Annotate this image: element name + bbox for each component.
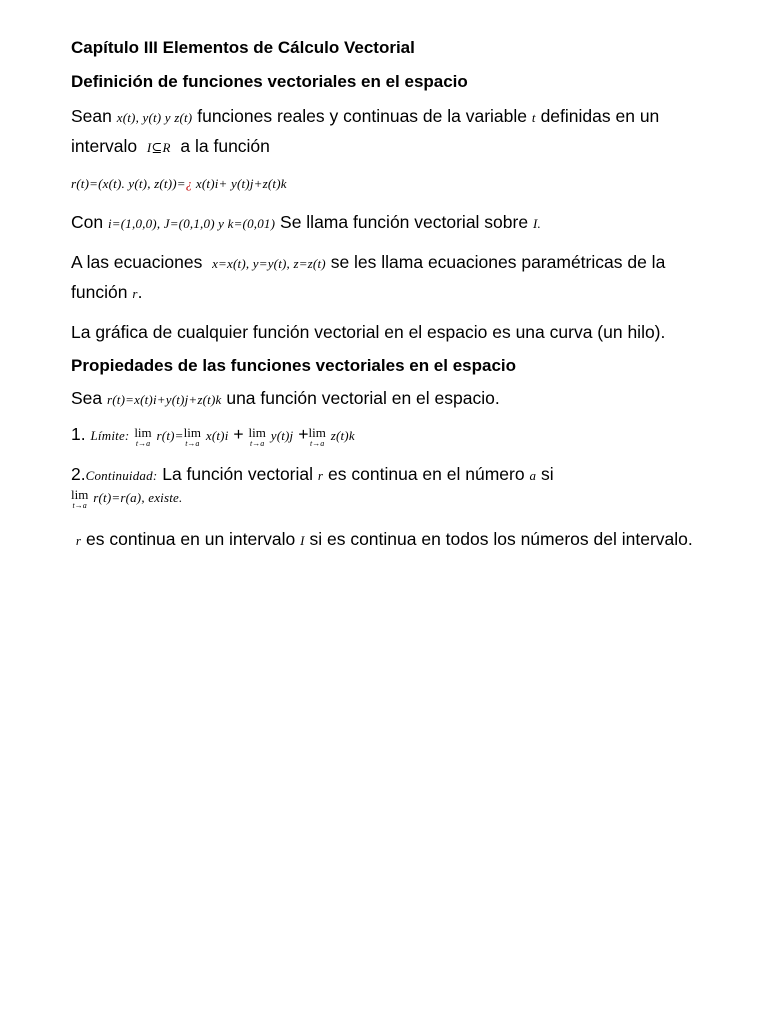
property-label: Continuidad: xyxy=(85,468,158,483)
property-label: Límite: xyxy=(90,428,130,443)
document-page xyxy=(71,38,711,555)
math-inline: x(t), y(t) y z(t) xyxy=(116,110,193,125)
paragraph-interval-continuity xyxy=(71,525,711,555)
math-inline: x=x(t), y=y(t), z=z(t) xyxy=(212,256,326,271)
math-inline: I⊆R xyxy=(146,140,171,155)
math-inline: y(t)j xyxy=(270,428,294,443)
item-number: 2. xyxy=(71,464,86,484)
paragraph-definition xyxy=(71,102,711,162)
math-formula-error-glyph: ¿ xyxy=(185,176,193,191)
text: es continua en el número xyxy=(328,464,525,484)
formula-vector-function xyxy=(71,168,711,198)
math-inline: r(t)=x(t)i+y(t)j+z(t)k xyxy=(107,392,222,407)
paragraph-sea xyxy=(71,384,711,414)
section-title-definicion: Definición de funciones vectoriales en el espacio xyxy=(71,72,468,91)
math-inline: r xyxy=(132,286,138,301)
plus-sign: + xyxy=(298,424,309,444)
limit-operator: lim t→a xyxy=(71,487,89,510)
text: funciones reales y continuas de la variable xyxy=(197,106,528,126)
paragraph-unit-vectors xyxy=(71,208,711,238)
section-title-propiedades: Propiedades de las funciones vectoriales en el espacio xyxy=(71,356,517,375)
math-inline: I xyxy=(300,533,305,548)
limit-operator: lim t→a xyxy=(183,425,201,448)
limit-operator: lim t→a xyxy=(134,425,152,448)
math-inline: a xyxy=(529,468,537,483)
limit-operator: lim t→a xyxy=(308,425,326,448)
math-formula-left: r(t)=(x(t). y(t), z(t))= xyxy=(71,176,186,191)
plus-sign: + xyxy=(233,424,244,444)
text: Sean xyxy=(71,106,112,126)
math-inline: r xyxy=(317,468,324,483)
limit-operator: lim t→a xyxy=(248,425,266,448)
text: Se llama función vectorial sobre xyxy=(280,212,529,232)
text: si es continua en todos los números del intervalo. xyxy=(309,529,693,549)
math-inline: t xyxy=(531,110,536,125)
math-inline: r(t)= xyxy=(156,428,184,443)
text: La función vectorial xyxy=(162,464,314,484)
text: una función vectorial en el espacio. xyxy=(226,388,500,408)
math-inline: I. xyxy=(532,216,541,231)
text: Con xyxy=(71,212,104,232)
text: si xyxy=(541,464,554,484)
text: A las ecuaciones xyxy=(71,252,203,272)
text: a la función xyxy=(180,136,270,156)
math-inline: r xyxy=(75,533,82,548)
math-inline: i=(1,0,0), J=(0,1,0) y k=(0,01) xyxy=(107,216,276,231)
math-inline: z(t)k xyxy=(330,428,355,443)
math-inline: r(t)=r(a), existe. xyxy=(93,490,183,505)
math-formula-right: x(t)i+ y(t)j+z(t)k xyxy=(192,176,287,191)
item-number: 1. xyxy=(71,424,86,444)
text: es continua en un intervalo xyxy=(86,529,296,549)
chapter-title: Capítulo III Elementos de Cálculo Vectorial xyxy=(71,38,415,57)
text: definidas en un intervalo xyxy=(71,106,660,156)
text: se les llama ecuaciones paramétricas de la función xyxy=(71,252,666,302)
property-limit xyxy=(71,420,711,450)
math-inline: x(t)i xyxy=(205,428,229,443)
text: . xyxy=(137,282,143,302)
text: Sea xyxy=(71,388,103,408)
paragraph-graph: La gráfica de cualquier función vectorial en el espacio es una curva (un hilo). xyxy=(71,322,666,342)
paragraph-parametric xyxy=(71,248,711,308)
